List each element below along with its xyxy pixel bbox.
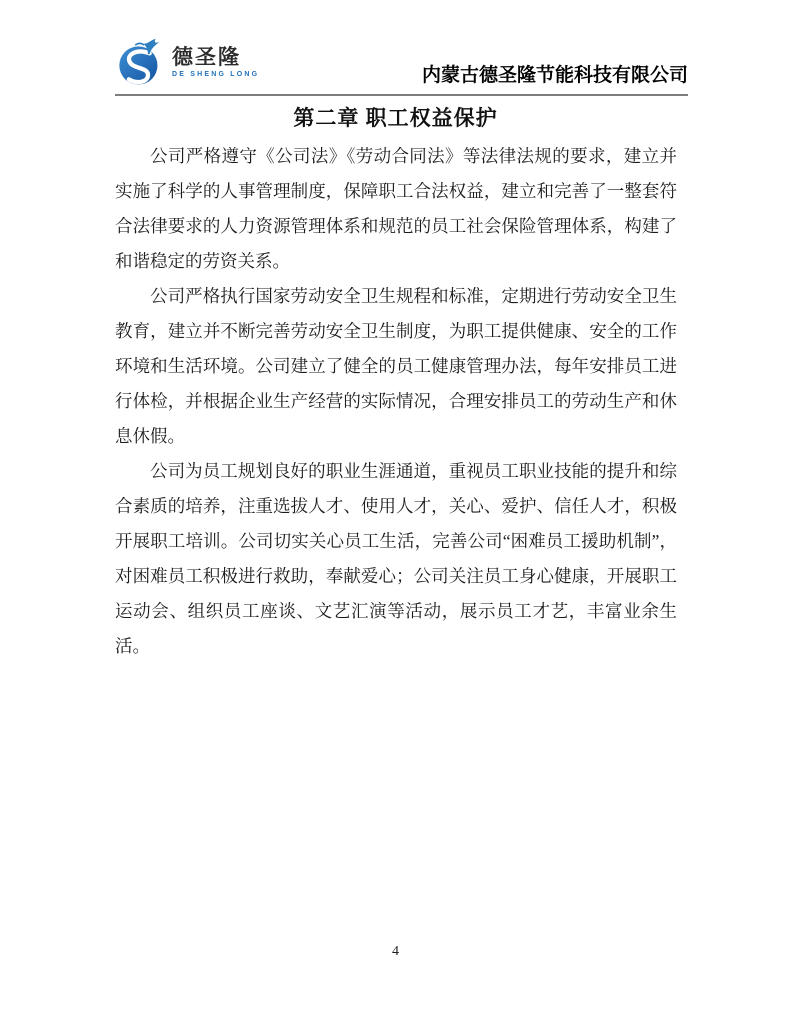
dragon-s-logo-icon	[115, 36, 167, 88]
body-paragraph-2: 公司严格执行国家劳动安全卫生规程和标准，定期进行劳动安全卫生教育，建立并不断完善劳动安全卫生制度，为职工提供健康、安全的工作环境和生活环境。公司建立了健全的员工健康管理办法，每年安排员工进行体检，并根据企业生产经营的实际情况，合理安排员工的劳动生产和休息休假。	[115, 286, 677, 446]
company-name: 内蒙古德圣隆节能科技有限公司	[421, 65, 688, 86]
logo-wordmark	[172, 47, 259, 78]
logo-chinese-text: 德圣隆	[172, 45, 241, 69]
page-header	[115, 36, 688, 96]
logo-english-text: DE SHENG LONG	[172, 70, 260, 78]
body-paragraph-1: 公司严格遵守《公司法》《劳动合同法》等法律法规的要求，建立并实施了科学的人事管理制度，保障职工合法权益，建立和完善了一整套符合法律要求的人力资源管理体系和规范的员工社会保险管理体系，构建了和谐稳定的劳资关系。	[115, 146, 677, 271]
company-logo	[115, 36, 259, 88]
body-paragraph-3: 公司为员工规划良好的职业生涯通道，重视员工职业技能的提升和综合素质的培养，注重选拔人才、使用人才，关心、爱护、信任人才，积极开展职工培训。公司切实关心员工生活，完善公司“困难员工援助机制”，对困难员工积极进行救助，奉献爱心；公司关注员工身心健康，开展职工运动会、组织员工座谈、文艺汇演等活动，展示员工才艺，丰富业余生活。	[115, 461, 677, 656]
chapter-title: 第二章 职工权益保护	[293, 106, 498, 130]
document-body	[115, 139, 677, 664]
page-number: 4	[392, 944, 399, 959]
page-footer	[0, 944, 791, 960]
